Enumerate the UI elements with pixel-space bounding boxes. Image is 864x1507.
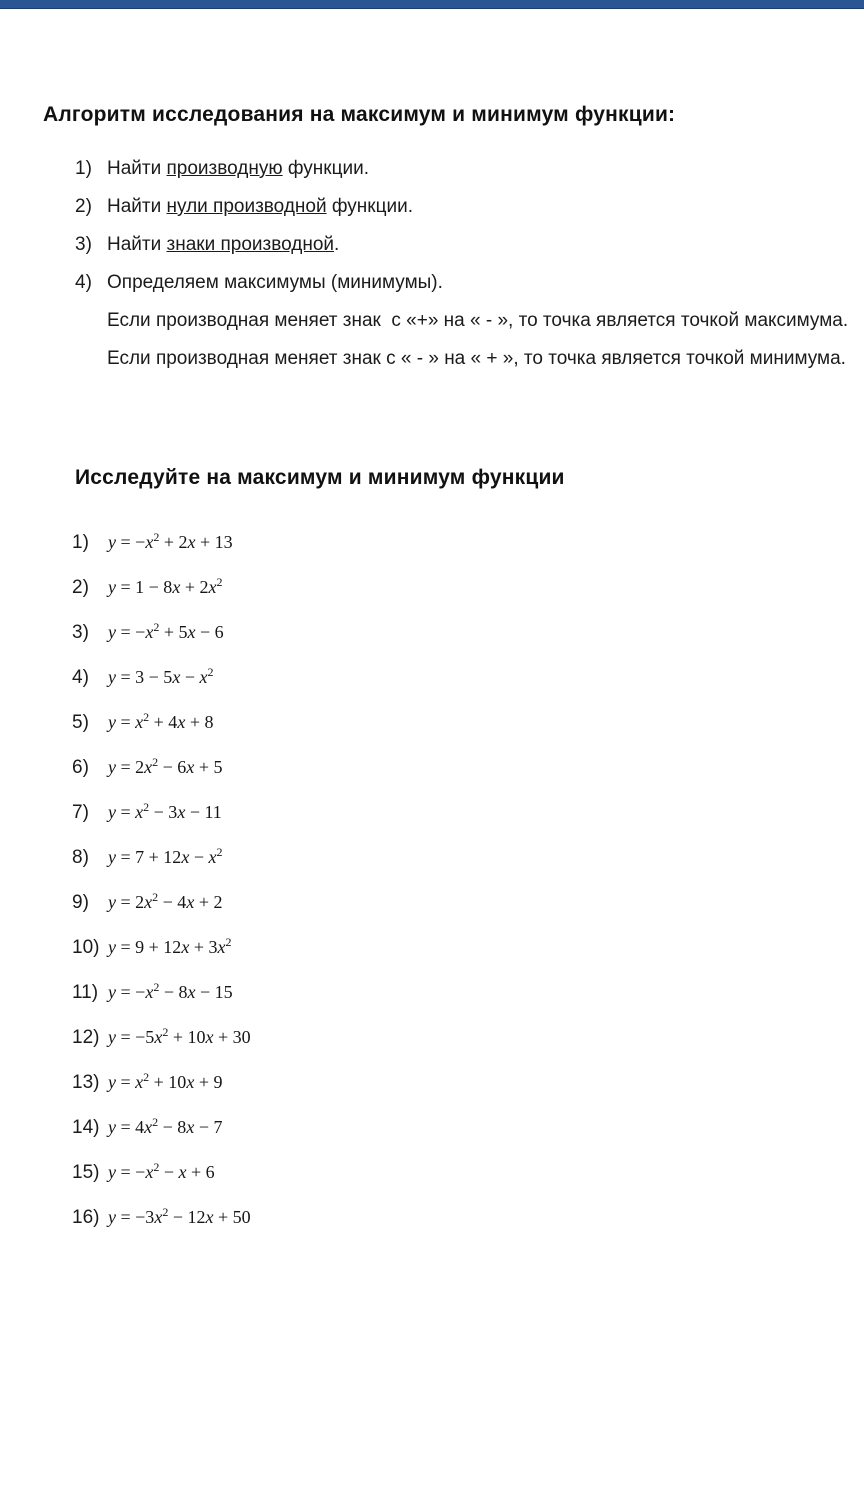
problem-formula: $y = -x^2 - 8x - 15$ — [108, 980, 233, 1002]
problem-formula: $y = 3 - 5x - x^2$ — [108, 665, 214, 687]
step-text: Найти знаки производной. — [107, 234, 340, 255]
top-bar — [0, 0, 864, 9]
problem-row — [72, 655, 251, 700]
problem-formula: $y = -x^2 + 2x + 13$ — [108, 530, 233, 552]
problem-row — [72, 1195, 251, 1240]
problem-number: 5) — [72, 711, 89, 733]
problem-row — [72, 520, 251, 565]
problem-formula: $y = -x^2 - x + 6$ — [108, 1160, 215, 1182]
problem-row — [72, 700, 251, 745]
problem-number: 16) — [72, 1206, 100, 1228]
problem-number: 3) — [72, 621, 89, 643]
problem-row — [72, 880, 251, 925]
problem-number: 2) — [72, 576, 89, 598]
problem-row — [72, 1060, 251, 1105]
problem-row — [72, 1105, 251, 1150]
step-number: 4) — [75, 272, 92, 293]
problem-number: 9) — [72, 891, 89, 913]
problem-formula: $y = 4x^2 - 8x - 7$ — [108, 1115, 223, 1137]
problem-formula: $y = x^2 + 10x + 9$ — [108, 1070, 223, 1092]
problem-number: 4) — [72, 666, 89, 688]
step-number: 2) — [75, 196, 92, 217]
problem-formula: $y = 7 + 12x - x^2$ — [108, 845, 223, 867]
step-text: Определяем максимумы (минимумы). — [107, 272, 443, 293]
algorithm-steps — [75, 150, 443, 302]
problem-formula: $y = x^2 - 3x - 11$ — [108, 800, 222, 822]
problem-row — [72, 790, 251, 835]
problem-formula: $y = -3x^2 - 12x + 50$ — [108, 1205, 251, 1227]
exercise-title: Исследуйте на максимум и минимум функции — [75, 466, 565, 489]
problem-number: 7) — [72, 801, 89, 823]
problem-number: 11) — [72, 981, 99, 1003]
problem-row — [72, 1015, 251, 1060]
problem-number: 8) — [72, 846, 89, 868]
problem-row — [72, 610, 251, 655]
problem-formula: $y = 2x^2 - 4x + 2$ — [108, 890, 223, 912]
problem-formula: $y = -x^2 + 5x - 6$ — [108, 620, 224, 642]
problem-number: 6) — [72, 756, 89, 778]
problems-list — [72, 520, 251, 1240]
problem-formula: $y = 9 + 12x + 3x^2$ — [108, 935, 232, 957]
step-text: Найти производную функции. — [107, 158, 369, 179]
problem-number: 13) — [72, 1071, 100, 1093]
problem-formula: $y = x^2 + 4x + 8$ — [108, 710, 214, 732]
problem-formula: $y = 1 - 8x + 2x^2$ — [108, 575, 223, 597]
problem-number: 12) — [72, 1026, 100, 1048]
algorithm-step — [75, 264, 443, 302]
algorithm-step — [75, 150, 443, 188]
problem-row — [72, 835, 251, 880]
problem-row — [72, 745, 251, 790]
problem-formula: $y = -5x^2 + 10x + 30$ — [108, 1025, 251, 1047]
algorithm-note: Если производная меняет знак с «+» на « - », то точка является точкой максимума. Если производная меняет знак с « - » на « + », то точка является точкой минимума. — [107, 310, 854, 369]
algorithm-title: Алгоритм исследования на максимум и минимум функции: — [43, 103, 676, 126]
problem-row — [72, 1150, 251, 1195]
step-text: Найти нули производной функции. — [107, 196, 413, 217]
problem-row — [72, 925, 251, 970]
step-number: 1) — [75, 158, 92, 179]
step-number: 3) — [75, 234, 92, 255]
algorithm-step — [75, 226, 443, 264]
problem-number: 14) — [72, 1116, 100, 1138]
problem-number: 1) — [72, 531, 89, 553]
algorithm-step — [75, 188, 443, 226]
problem-number: 15) — [72, 1161, 100, 1183]
problem-row — [72, 565, 251, 610]
problem-formula: $y = 2x^2 - 6x + 5$ — [108, 755, 223, 777]
problem-number: 10) — [72, 936, 100, 958]
problem-row — [72, 970, 251, 1015]
